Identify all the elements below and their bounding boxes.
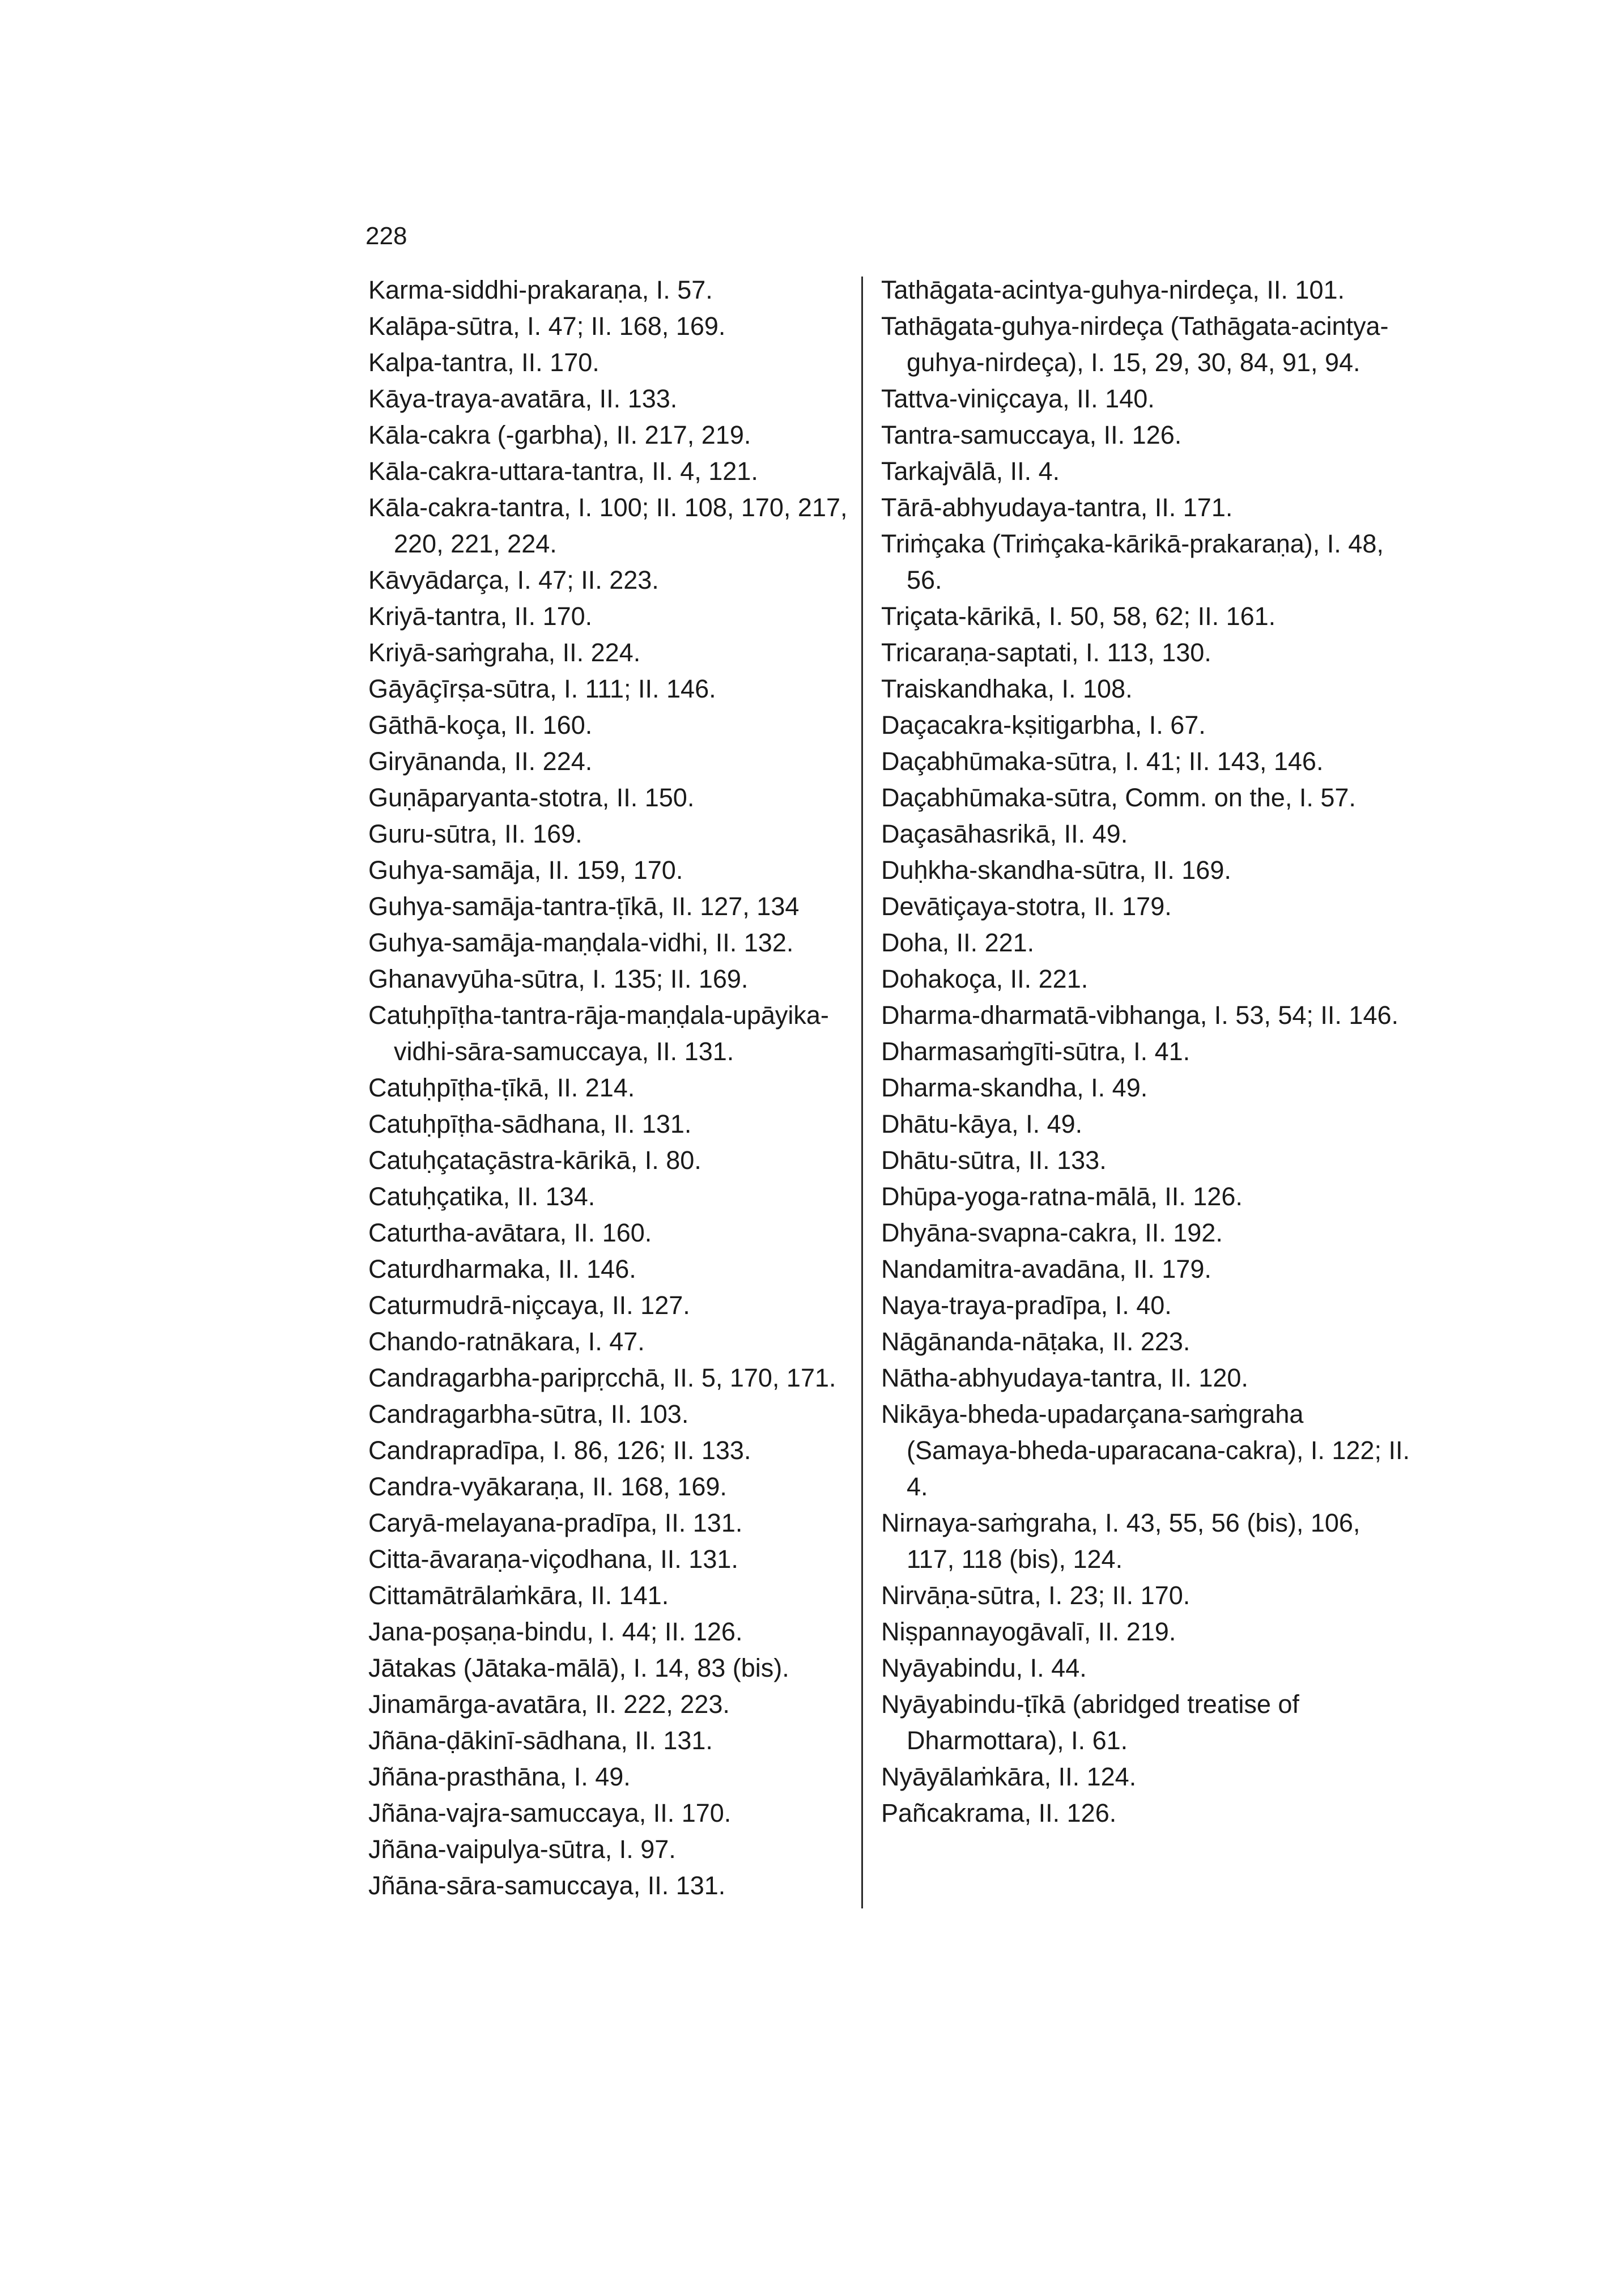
column-divider — [861, 277, 863, 1908]
index-column-right — [881, 272, 1414, 1831]
index-entry: Catuḥpīṭha-sādhana, II. 131. — [368, 1109, 692, 1138]
index-entry: Tathāgata-guhya-nirdeça (Tathāgata-acintya-guhya-nirdeça), I. 15, 29, 30, 84, 91, 94. — [881, 312, 1389, 377]
index-entry: Kalāpa-sūtra, I. 47; II. 168, 169. — [368, 312, 726, 341]
index-entry: Guhya-samāja, II. 159, 170. — [368, 856, 683, 885]
index-entry: Naya-traya-pradīpa, I. 40. — [881, 1291, 1172, 1320]
index-entry: Guru-sūtra, II. 169. — [368, 819, 583, 848]
index-entry: Guhya-samāja-maṇḍala-vidhi, II. 132. — [368, 928, 794, 957]
index-entry: Candrapradīpa, I. 86, 126; II. 133. — [368, 1436, 751, 1465]
index-entry: Guṇāparyanta-stotra, II. 150. — [368, 783, 695, 812]
index-entry: Jñāna-vajra-samuccaya, II. 170. — [368, 1798, 732, 1827]
index-entry: Nirvāṇa-sūtra, I. 23; II. 170. — [881, 1581, 1191, 1610]
index-entry: Nandamitra-avadāna, II. 179. — [881, 1255, 1211, 1283]
index-entry: Caturdharmaka, II. 146. — [368, 1255, 636, 1283]
index-entry: Catuḥçataçāstra-kārikā, I. 80. — [368, 1146, 702, 1175]
index-entry: Devātiçaya-stotra, II. 179. — [881, 892, 1172, 921]
index-entry: Pañcakrama, II. 126. — [881, 1798, 1117, 1827]
index-entry: Dhātu-sūtra, II. 133. — [881, 1146, 1107, 1175]
index-entry: Caryā-melayana-pradīpa, II. 131. — [368, 1508, 743, 1537]
index-entry: Daçabhūmaka-sūtra, Comm. on the, I. 57. — [881, 783, 1356, 812]
index-entry: Candragarbha-sūtra, II. 103. — [368, 1400, 689, 1428]
index-entry: Jñāna-sāra-samuccaya, II. 131. — [368, 1871, 726, 1900]
index-entry: Giryānanda, II. 224. — [368, 747, 593, 776]
index-entry: Tathāgata-acintya-guhya-nirdeça, II. 101. — [881, 275, 1345, 304]
index-entry: Traiskandhaka, I. 108. — [881, 674, 1133, 703]
index-entry: Catuḥçatika, II. 134. — [368, 1182, 596, 1211]
index-entry: Daçacakra-kṣitigarbha, I. 67. — [881, 711, 1206, 739]
index-entry: Kāvyādarça, I. 47; II. 223. — [368, 566, 659, 594]
index-entry: Citta-āvaraṇa-viçodhana, II. 131. — [368, 1545, 738, 1574]
index-entry: Guhya-samāja-tantra-ṭīkā, II. 127, 134 — [368, 892, 800, 921]
index-entry: Tricaraṇa-saptati, I. 113, 130. — [881, 638, 1211, 667]
index-entry: Catuḥpīṭha-tantra-rāja-maṇḍala-upāyika-vidhi-sāra-samuccaya, II. 131. — [368, 1001, 829, 1066]
index-entry: Dhātu-kāya, I. 49. — [881, 1109, 1083, 1138]
index-entry: Cittamātrālaṁkāra, II. 141. — [368, 1581, 669, 1610]
index-entry: Nātha-abhyudaya-tantra, II. 120. — [881, 1363, 1248, 1392]
index-entry: Jinamārga-avatāra, II. 222, 223. — [368, 1690, 730, 1719]
index-entry: Karma-siddhi-prakaraṇa, I. 57. — [368, 275, 713, 304]
index-entry: Dohakoça, II. 221. — [881, 964, 1089, 993]
index-entry: Tārā-abhyudaya-tantra, II. 171. — [881, 493, 1233, 522]
index-entry: Kāya-traya-avatāra, II. 133. — [368, 384, 678, 413]
index-column-left — [368, 272, 856, 1904]
index-entry: Nirnaya-saṁgraha, I. 43, 55, 56 (bis), 106, 117, 118 (bis), 124. — [881, 1508, 1361, 1574]
index-entry: Kāla-cakra-tantra, I. 100; II. 108, 170, 217, 220, 221, 224. — [368, 493, 848, 558]
index-entry: Ghanavyūha-sūtra, I. 135; II. 169. — [368, 964, 749, 993]
index-entry: Jñāna-prasthāna, I. 49. — [368, 1762, 631, 1791]
index-entry: Nyāyabindu, I. 44. — [881, 1653, 1087, 1682]
index-entry: Duḥkha-skandha-sūtra, II. 169. — [881, 856, 1231, 885]
index-entry: Tattva-viniçcaya, II. 140. — [881, 384, 1155, 413]
index-entry: Jñāna-ḍākinī-sādhana, II. 131. — [368, 1726, 713, 1755]
index-entry: Kāla-cakra-uttara-tantra, II. 4, 121. — [368, 457, 758, 486]
index-entry: Doha, II. 221. — [881, 928, 1035, 957]
index-entry: Catuḥpīṭha-ṭīkā, II. 214. — [368, 1073, 635, 1102]
index-entry: Jātakas (Jātaka-mālā), I. 14, 83 (bis). — [368, 1653, 789, 1682]
index-entry: Dhūpa-yoga-ratna-mālā, II. 126. — [881, 1182, 1243, 1211]
index-entry: Daçabhūmaka-sūtra, I. 41; II. 143, 146. — [881, 747, 1324, 776]
index-entry: Nikāya-bheda-upadarçana-saṁgraha (Samaya-bheda-uparacana-cakra), I. 122; II. 4. — [881, 1400, 1410, 1501]
index-entry: Nāgānanda-nāṭaka, II. 223. — [881, 1327, 1191, 1356]
index-entry: Dharma-dharmatā-vibhanga, I. 53, 54; II. 146. — [881, 1001, 1399, 1030]
index-entry: Tarkajvālā, II. 4. — [881, 457, 1060, 486]
index-entry: Gāthā-koça, II. 160. — [368, 711, 593, 739]
index-entry: Jñāna-vaipulya-sūtra, I. 97. — [368, 1835, 676, 1864]
index-entry: Triṁçaka (Triṁçaka-kārikā-prakaraṇa), I. 48, 56. — [881, 529, 1384, 594]
index-entry: Dharmasaṁgīti-sūtra, I. 41. — [881, 1037, 1191, 1066]
index-entry: Nyāyālaṁkāra, II. 124. — [881, 1762, 1137, 1791]
index-entry: Caturtha-avātara, II. 160. — [368, 1218, 652, 1247]
page-number: 228 — [365, 222, 407, 250]
index-entry: Nyāyabindu-ṭīkā (abridged treatise of Dharmottara), I. 61. — [881, 1690, 1299, 1755]
index-entry: Kalpa-tantra, II. 170. — [368, 348, 600, 377]
index-entry: Kriyā-saṁgraha, II. 224. — [368, 638, 641, 667]
index-entry: Chando-ratnākara, I. 47. — [368, 1327, 645, 1356]
index-entry: Niṣpannayogāvalī, II. 219. — [881, 1617, 1176, 1646]
index-entry: Caturmudrā-niçcaya, II. 127. — [368, 1291, 690, 1320]
index-entry: Dhyāna-svapna-cakra, II. 192. — [881, 1218, 1223, 1247]
index-entry: Kāla-cakra (-garbha), II. 217, 219. — [368, 420, 751, 449]
index-entry: Triçata-kārikā, I. 50, 58, 62; II. 161. — [881, 602, 1276, 631]
index-entry: Candragarbha-paripṛcchā, II. 5, 170, 171. — [368, 1363, 836, 1392]
index-entry: Tantra-samuccaya, II. 126. — [881, 420, 1182, 449]
index-entry: Candra-vyākaraṇa, II. 168, 169. — [368, 1472, 727, 1501]
index-entry: Jana-poṣaṇa-bindu, I. 44; II. 126. — [368, 1617, 743, 1646]
index-entry: Daçasāhasrikā, II. 49. — [881, 819, 1128, 848]
index-entry: Gāyāçīrṣa-sūtra, I. 111; II. 146. — [368, 674, 716, 703]
index-entry: Dharma-skandha, I. 49. — [881, 1073, 1148, 1102]
index-entry: Kriyā-tantra, II. 170. — [368, 602, 593, 631]
